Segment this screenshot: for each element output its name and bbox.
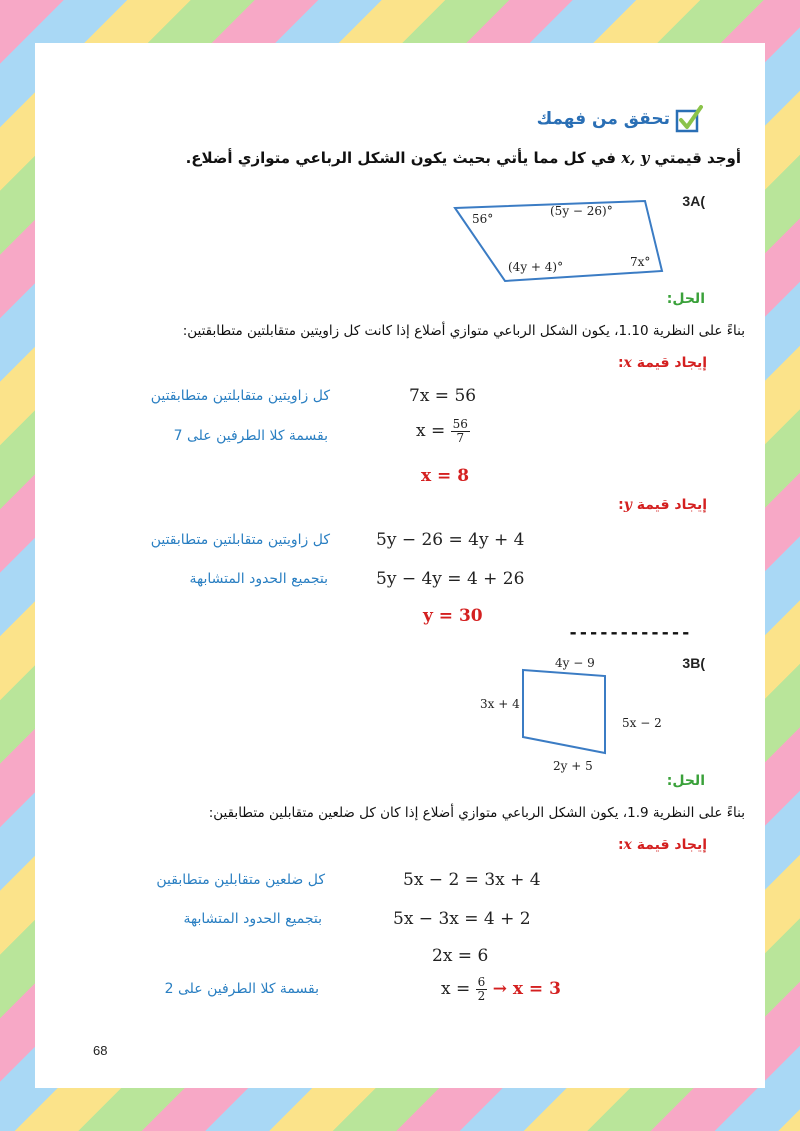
page-number: 68: [93, 1043, 108, 1058]
theorem-text-b: بناءً على النظرية 1.9، يكون الشكل الرباعي متوازي أضلاع إذا كان كل ضلعين متقابلين متطابقين:: [208, 805, 745, 821]
parallelogram-figure-b: [475, 653, 675, 775]
equation-b-x3: 2x = 6: [432, 946, 489, 966]
reason-b-x4: بقسمة كلا الطرفين على 2: [164, 981, 319, 997]
result-x-a: x = 8: [421, 466, 470, 486]
angle-top-right: (5y − 26)°: [550, 204, 613, 218]
find-x-heading-a: إيجاد قيمة x:: [617, 355, 707, 371]
solution-label-a: الحل:: [666, 291, 705, 307]
page: [35, 43, 765, 1088]
solution-label-b: الحل:: [666, 773, 705, 789]
part-label-3a: 3A(: [682, 193, 705, 209]
equation-b-x2: 5x − 3x = 4 + 2: [393, 909, 531, 929]
theorem-text-a: بناءً على النظرية 1.10، يكون الشكل الرباعي متوازي أضلاع إذا كانت كل زاويتين متقابلتين متطابقتين:: [182, 323, 745, 339]
angle-bottom-left: (4y + 4)°: [508, 260, 564, 274]
angle-top-left: 56°: [472, 212, 494, 226]
reason-a-y1: كل زاويتين متقابلتين متطابقتين: [150, 532, 330, 548]
reason-a-x1: كل زاويتين متقابلتين متطابقتين: [150, 388, 330, 404]
equation-b-x1: 5x − 2 = 3x + 4: [403, 870, 541, 890]
result-y-a: y = 30: [423, 606, 483, 626]
equation-b-x4: x = $\frac{6}{2}$ → x = 3: [441, 975, 561, 1003]
fraction-56-7: $\frac{56}{7}$: [452, 417, 468, 445]
section-title: تحقق من فهمك: [536, 109, 670, 129]
part-label-3b: 3B(: [682, 655, 705, 671]
reason-b-x2: بتجميع الحدود المتشابهة: [183, 911, 322, 927]
side-top: 4y − 9: [555, 656, 595, 670]
side-right: 5x − 2: [622, 716, 662, 730]
find-y-heading-a: إيجاد قيمة y:: [618, 497, 707, 513]
separator: ------------: [568, 623, 691, 643]
check-icon: [675, 105, 703, 133]
equation-a-y2: 5y − 4y = 4 + 26: [376, 569, 525, 589]
parallelogram-figure-a: [450, 193, 675, 285]
reason-b-x1: كل ضلعين متقابلين متطابقين: [156, 872, 325, 888]
side-left: 3x + 4: [480, 697, 520, 711]
find-x-heading-b: إيجاد قيمة x:: [617, 837, 707, 853]
instruction: أوجد قيمتي x, y في كل مما يأتي بحيث يكون الشكل الرباعي متوازي أضلاع.: [185, 149, 741, 167]
reason-a-x2: بقسمة كلا الطرفين على 7: [173, 428, 328, 444]
equation-a-y1: 5y − 26 = 4y + 4: [376, 530, 525, 550]
reason-a-y2: بتجميع الحدود المتشابهة: [189, 571, 328, 587]
equation-a-x1: 7x = 56: [409, 386, 477, 406]
side-bottom: 2y + 5: [553, 759, 593, 773]
angle-bottom-right: 7x°: [630, 255, 651, 269]
fraction-6-2: $\frac{6}{2}$: [477, 975, 486, 1003]
equation-a-x2: x = $\frac{56}{7}$: [416, 417, 468, 445]
